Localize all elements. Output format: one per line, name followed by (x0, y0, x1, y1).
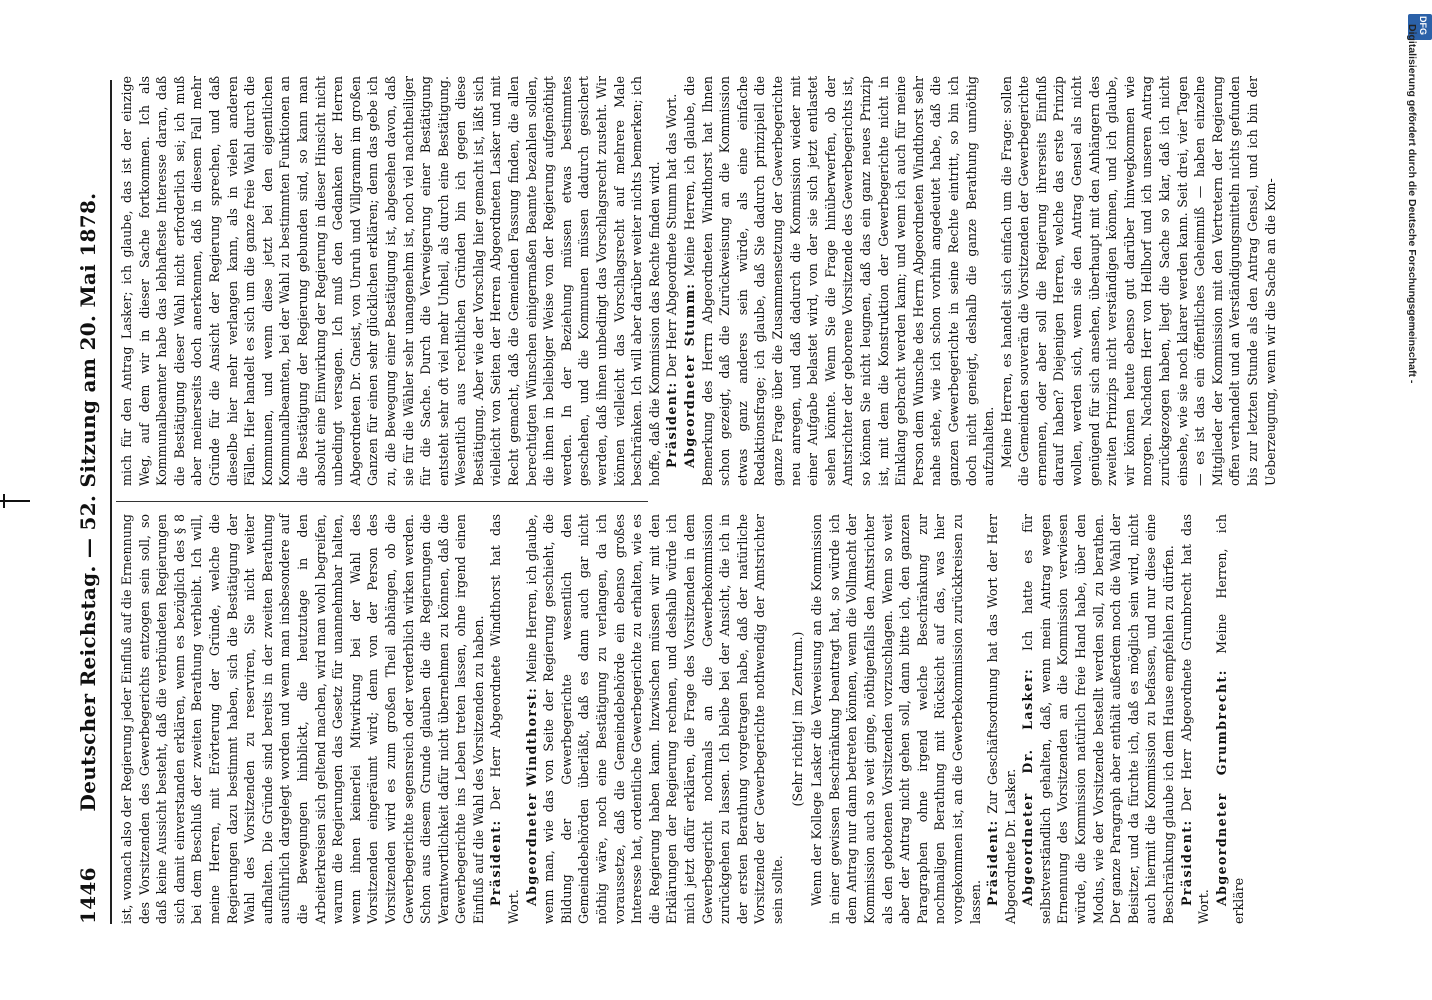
scan-edge-mark (0, 490, 34, 512)
left-paragraph-lasker (1019, 514, 1177, 924)
right-paragraph-1: mich für den Antrag Lasker; ich glaube, das ist der einzige Weg, auf dem wir in dieser Sache fortkommen. Ich als Kommunalbeamter habe das lebhafteste Interesse daran, daß die Bestätigung dieser Wahl nicht erforderlich sei; ich muß aber meinerseits doch anerkennen, daß in diesem Fall mehr Gründe für die Ansicht der Regierung sprechen, und daß dieselbe hier mehr verlangen kann, als in vielen anderen Fällen. Hier handelt es sich um die ganze freie Wahl durch die Kommunen, und wenn diese jetzt bei den eigentlichen Kommunalbeamten, bei der Wahl zu bestimmten Funktionen an die Bestätigung der Regierung gebunden sind, so kann man absolut eine Einwirkung der Regierung in dieser Hinsicht nicht unbedingt versagen. Ich muß den Gedanken der Herren Abgeordneten Dr. Gneist, von Unruh und Villgramm im großen Ganzen für einen sehr glücklichen erklären; denn das gebe ich zu, die Bewegung einer Bestätigung ist, abgesehen davon, daß sie für die Wähler sehr unangenehm ist, noch viel nachtheiliger für die Sache. Durch die Verweigerung einer Bestätigung entsteht sehr oft viel mehr Unheil, als durch eine Bestätigung. Wesentlich aus rechtlichen Gründen bin ich gegen diese Bestätigung. Aber wie der Vorschlag hier gemacht ist, läßt sich vielleicht von Seiten der Herren Abgeordneten Lasker und mit Recht gemacht, daß die Gemeinden Fassung finden, die allen berechtigten Wünschen einigermaßen Beamte bezahlen sollen, die ihnen in beliebiger Weise von der Regierung aufgenöthigt werden. In der Beziehung müssen etwas bestimmtes geschehen, und die Kommunen müssen dadurch gesichert werden, daß ihnen unbedingt das Vorschlagsrecht zusteht. Wir können vielleicht das Vorschlagsrecht auf mehrere Male beschränken. Ich will aber darüber weiter nichts bemerken; ich hoffe, daß die Kommission das Rechte finden wird. (119, 76, 662, 486)
page-number: 1446 (76, 867, 100, 924)
paragraph-text: Meine Herren, ich glaube, wenn man, wie das von Seite der Regierung geschieht, die Bildung der Gewerbegerichte wesentlich den Gemeindebehörden überläßt, daß es dann auch gar nicht nöthig wäre, noch eine Bestätigung zu verlangen, da ich voraussetze, daß die Gemeindebehörde ein ebenso großes Interesse hat, ordentliche Gewerbegerichte zu erhalten, wie es die Regierung haben kann. Inzwischen müssen wir mit den Erklärungen der Regierung rechnen, und deshalb würde ich mich jetzt dafür erklären, die Frage des Vorsitzenden in dem Gewerbegericht nochmals an die Gewerbekommission zurückgehen zu lassen. Ich bleibe bei der Ansicht, die ich in der ersten Berathung vorgetragen habe, daß der natürliche Vorsitzende der Gewerbegerichte nothwendig der Amtsrichter sein sollte. (523, 514, 785, 924)
paragraph-text: Der Herr Abgeordnete Grumbrecht hat das Wort. (1178, 514, 1212, 924)
paragraph-text: Meine Herren, ich glaube, die Bemerkung des Herrn Abgeordneten Windthorst hat Ihnen schon gezeigt, daß die Zurückweisung an die Kommission etwas ganz anderes sein würde, als eine einfache Redaktionsfrage; ich glaube, daß Sie dadurch prinzipiell die ganze Frage über die Zusammensetzung der Gewerbegerichte neu anregen, und daß dadurch die Kommission wieder mit einer Aufgabe belastet wird, von der sie sich jetzt entlastet sehen könnte. Wenn Sie die Frage hinüberwerfen, ob der Amtsrichter der geborene Vorsitzende des Gewerbegerichts ist, so können Sie nicht leugnen, daß das ein ganz neues Prinzip ist, mit dem die Konstruktion der Gewerbegerichte nicht in Einklang gebracht werden kann; und wenn ich auch für meine Person dem Wunsche des Herrn Abgeordneten Windthorst sehr nahe stehe, wie ich schon vorhin angedeutet habe, daß die ganzen Gewerbegerichte in seine Rechte eintritt, so bin ich doch nicht geneigt, deshalb die ganze Berathung unnöthig aufzuhalten. (682, 76, 997, 486)
paragraph-text: Ich hatte es für selbstverständlich gehalten, daß, wenn mein Antrag wegen Ernennung des Vorsitzenden an die Kommission verwiesen würde, die Kommission natürlich freie Hand habe, über den Modus, wie der Vorsitzende bestellt werden soll, zu berathen. Der ganze Paragraph aber enthält außerdem noch die Wahl der Beisitzer, und da fürchte ich, daß es möglich sein wird, nicht auch hiermit die Kommission zu befassen, und nur diese eine Beschränkung glaube ich dem Hause empfehlen zu dürfen. (1020, 514, 1177, 924)
left-paragraph-president-1 (487, 514, 522, 924)
speaker-label: Abgeordneter Windthorst: (523, 686, 539, 906)
running-title: Deutscher Reichstag. — 52. Sitzung am 20. Mai 1878. (76, 192, 100, 812)
speaker-label: Abgeordneter Stumm: (682, 282, 697, 468)
left-paragraph-windthorst (523, 514, 787, 924)
left-column (118, 514, 1248, 924)
left-paragraph-grumbrecht (1213, 514, 1248, 924)
left-paragraph-1: ist, wonach also der Regierung jeder Einfluß auf die Ernennung des Vorsitzenden des Gewerbegerichts entzogen sein soll, so daß keine Aussicht besteht, daß die verbündeten Regierungen sich damit einverstanden erklären, wenn es bezüglich des § 8 bei dem Beschluß der zweiten Berathung verbleibt. Ich will, meine Herren, mit Erörterung der Gründe, welche die Regierungen dazu bestimmt haben, sich die Bestätigung der Wahl des Vorsitzenden zu reserviren, Sie nicht weiter aufhalten. Die Gründe sind bereits in der zweiten Berathung ausführlich dargelegt worden und wenn man insbesondere auf die Bewegungen hinblickt, die heutzutage in den Arbeiterkreisen sich geltend machen, wird man wohl begreifen, warum die Regierungen das Gesetz für unannehmbar halten, wenn ihnen keinerlei Mitwirkung bei der Wahl des Vorsitzenden eingeräumt wird; denn von der Person des Vorsitzenden wird es zum großen Theil abhängen, ob die Gewerbegerichte segensreich oder verderblich wirken werden. Schon aus diesem Grunde glauben die die Regierungen die Verantwortlichkeit dafür nicht übernehmen zu können, daß die Gewerbegerichte ins Leben treten lassen, ohne irgend einen Einfluß auf die Wahl des Vorsitzenden zu haben. (119, 514, 486, 924)
speaker-label: Präsident: (488, 819, 504, 906)
interjection-note: (Sehr richtig! im Zentrum.) (789, 631, 805, 807)
column-divider (116, 501, 648, 502)
speaker-label: Abgeordneter Grumbrecht: (1213, 669, 1229, 906)
speaker-label: Präsident: (1178, 819, 1194, 906)
paragraph-text: Der Herr Abgeordnete Stumm hat das Wort. (664, 93, 680, 378)
dfg-logo-text: DFG (1418, 16, 1428, 35)
rotated-page (46, 40, 1386, 960)
right-paragraph-president (663, 76, 681, 486)
right-paragraph-stumm (681, 76, 998, 486)
speaker-label: Abgeordneter Dr. Lasker: (1020, 667, 1036, 906)
right-column (118, 76, 1279, 486)
speaker-label: Präsident: (985, 819, 1001, 906)
digitization-credit: Digitalisierung gefördert durch die Deutsche Forschungsgemeinschaft - (1406, 24, 1418, 384)
paragraph-text: Meine Herren, ich erkläre (1213, 514, 1247, 924)
left-paragraph-president-2 (984, 514, 1019, 924)
paragraph-text: Zur Geschäftsordnung hat das Wort der Herr Abgeordnete Dr. Lasker. (985, 514, 1018, 924)
left-paragraph-4: Wenn der Kollege Lasker die Verweisung an die Kommission in einer gewissen Beschränkung beantragt hat, so würde ich dem Antrag nur dann betreten können, wenn die Vollmacht der Kommission auch so weit ginge, nöthigenfalls den Amtsrichter als den gebotenen Vorsitzenden vorzuschlagen. Wenn so weit aber der Antrag nicht gehen soll, dann bitte ich, den ganzen Paragraphen ohne irgend welche Beschränkung zur nochmaligen Berathung mit Rücksicht auf das, was hier vorgekommen ist, an die Gewerbekommission zurückkreisen zu lassen. (809, 514, 983, 924)
header-rule (110, 80, 112, 924)
right-paragraph-4: Meine Herren, es handelt sich einfach um die Frage: sollen die Gemeinden souverän die Vorsitzenden der Gewerbegerichte ernennen, oder aber soll die Regierung ihrerseits Einfluß darauf haben? Diejenigen Herren, welche das erste Prinzip wollen, werden sich, wenn sie den Antrag Gensel als nicht genügend für sich ansehen, überhaupt mit den Anhängern des zweiten Prinzips nicht verständigen können, und ich glaube, wir können heute ebenso gut darüber hinwegkommen wie morgen. Nachdem Herr von Hellborf und ich unseren Antrag zurückgezogen haben, liegt die Sache so klar, daß ich nicht einsehe, wie sie noch klarer werden kann. Seit drei, vier Tagen — es ist das ein öffentliches Geheimniß — haben einzelne Mitglieder der Kommission mit den Vertretern der Regierung offen verhandelt und an Verständigungsmitteln nichts gefunden bis zur letzten Stunde als den Antrag Gensel, und ich bin der Ueberzeugung, wenn wir die Sache an die Kom- (998, 76, 1278, 486)
left-paragraph-president-3 (1178, 514, 1213, 924)
paragraph-text: Der Herr Abgeordnete Windthorst hat das Wort. (488, 514, 522, 924)
speaker-label: Präsident: (664, 381, 680, 468)
page-header (76, 80, 110, 924)
